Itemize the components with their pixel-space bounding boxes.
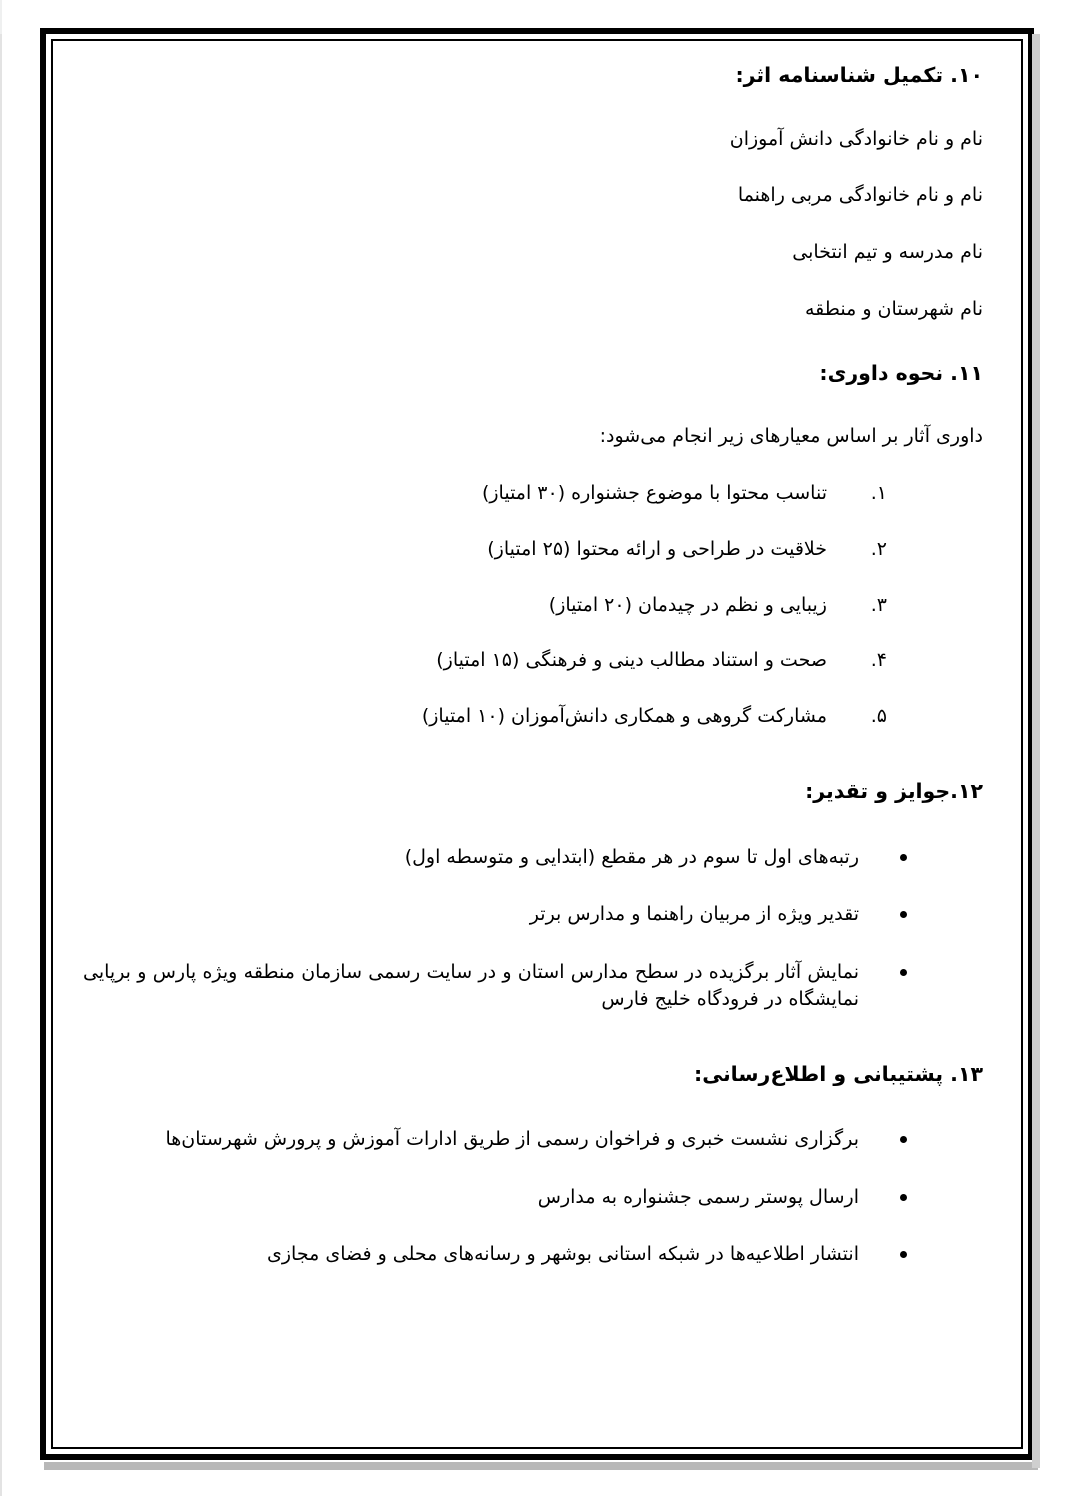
criteria-text: زیبایی و نظم در چیدمان (۲۰ امتیاز) [548, 593, 827, 616]
spacer [83, 1086, 991, 1126]
awards-item-text: تقدیر ویژه از مربیان راهنما و مدارس برتر [529, 903, 859, 926]
section-10-line-4: نام شهرستان و منطقه [805, 297, 983, 320]
support-item-text: انتشار اطلاعیه‌ها در شبکه استانی بوشهر و رسانه‌های محلی و فضای مجازی [267, 1243, 859, 1266]
spacer [83, 804, 991, 844]
criteria-marker: ۲. [870, 537, 887, 560]
page-border-frame-outer [40, 28, 1034, 1460]
section-11 [83, 361, 991, 729]
support-item [83, 1241, 991, 1269]
spacer [83, 385, 991, 425]
bullet-icon [859, 903, 907, 927]
bullet-icon [859, 1243, 907, 1267]
support-item [83, 1126, 991, 1154]
judging-criteria-list [83, 482, 991, 729]
support-item-text: ارسال پوستر رسمی جشنواره به مدارس [537, 1185, 859, 1208]
criteria-marker: ۳. [870, 593, 887, 616]
criteria-item [83, 649, 991, 673]
spacer [83, 448, 991, 482]
bullet-icon [859, 846, 907, 870]
section-13 [83, 1062, 991, 1269]
bullet-icon [859, 1186, 907, 1210]
section-10 [83, 63, 991, 321]
support-list [83, 1126, 991, 1269]
spacer [83, 321, 991, 361]
section-10-line-2: نام و نام خانوادگی مربی راهنما [737, 184, 983, 207]
document-page [2, 0, 1080, 1470]
awards-item-text: رتبه‌های اول تا سوم در هر مقطع (ابتدایی و متوسطه اول) [404, 845, 859, 868]
section-12-heading: ۱۲.جوایز و تقدیر: [805, 778, 983, 803]
criteria-text: صحت و استناد مطالب دینی و فرهنگی (۱۵ امتیاز) [436, 649, 827, 672]
awards-item-text: نمایش آثار برگزیده در سطح مدارس استان و در سایت رسمی سازمان منطقه ویژه پارس و برپایی نمایشگاه در فرودگاه خلیج فارس [83, 960, 859, 1011]
awards-item [83, 959, 991, 1014]
spacer [83, 264, 991, 298]
spacer [83, 207, 991, 241]
criteria-marker: ۴. [870, 649, 887, 672]
criteria-text: تناسب محتوا با موضوع جشنواره (۳۰ امتیاز) [481, 482, 827, 505]
criteria-marker: ۵. [870, 705, 887, 728]
section-11-heading: ۱۱. نحوه داوری: [819, 360, 983, 385]
section-10-line-1: نام و نام خانوادگی دانش آموزان [729, 127, 983, 150]
section-10-line-3: نام مدرسه و تیم انتخابی [792, 241, 983, 264]
spacer [83, 761, 991, 779]
document-content [83, 63, 991, 1427]
criteria-item [83, 482, 991, 506]
bullet-icon [859, 961, 907, 985]
awards-list [83, 844, 991, 1014]
section-11-intro: داوری آثار بر اساس معیارهای زیر انجام می‌شود: [599, 425, 983, 448]
support-item-text: برگزاری نشست خبری و فراخوان رسمی از طریق ادارات آموزش و پرورش شهرستان‌ها [165, 1128, 859, 1151]
page-border-frame-inner [51, 39, 1023, 1449]
section-10-heading: ۱۰. تکمیل شناسنامه اثر: [735, 63, 983, 87]
spacer [83, 88, 991, 128]
awards-item [83, 901, 991, 929]
spacer [83, 150, 991, 184]
section-13-heading: ۱۳. پشتیبانی و اطلاع‌رسانی: [694, 1061, 983, 1086]
awards-item [83, 844, 991, 872]
bullet-icon [859, 1128, 907, 1152]
criteria-text: خلاقیت در طراحی و ارائه محتوا (۲۵ امتیاز) [487, 537, 827, 560]
criteria-item [83, 538, 991, 562]
criteria-text: مشارکت گروهی و همکاری دانش‌آموزان (۱۰ امتیاز) [421, 705, 827, 728]
page-shadow-right [1032, 34, 1040, 1468]
page-shadow-bottom [44, 1462, 1038, 1470]
criteria-marker: ۱. [870, 482, 887, 505]
criteria-item [83, 594, 991, 618]
support-item [83, 1184, 991, 1212]
spacer [83, 1044, 991, 1062]
criteria-item [83, 705, 991, 729]
section-12 [83, 779, 991, 1014]
